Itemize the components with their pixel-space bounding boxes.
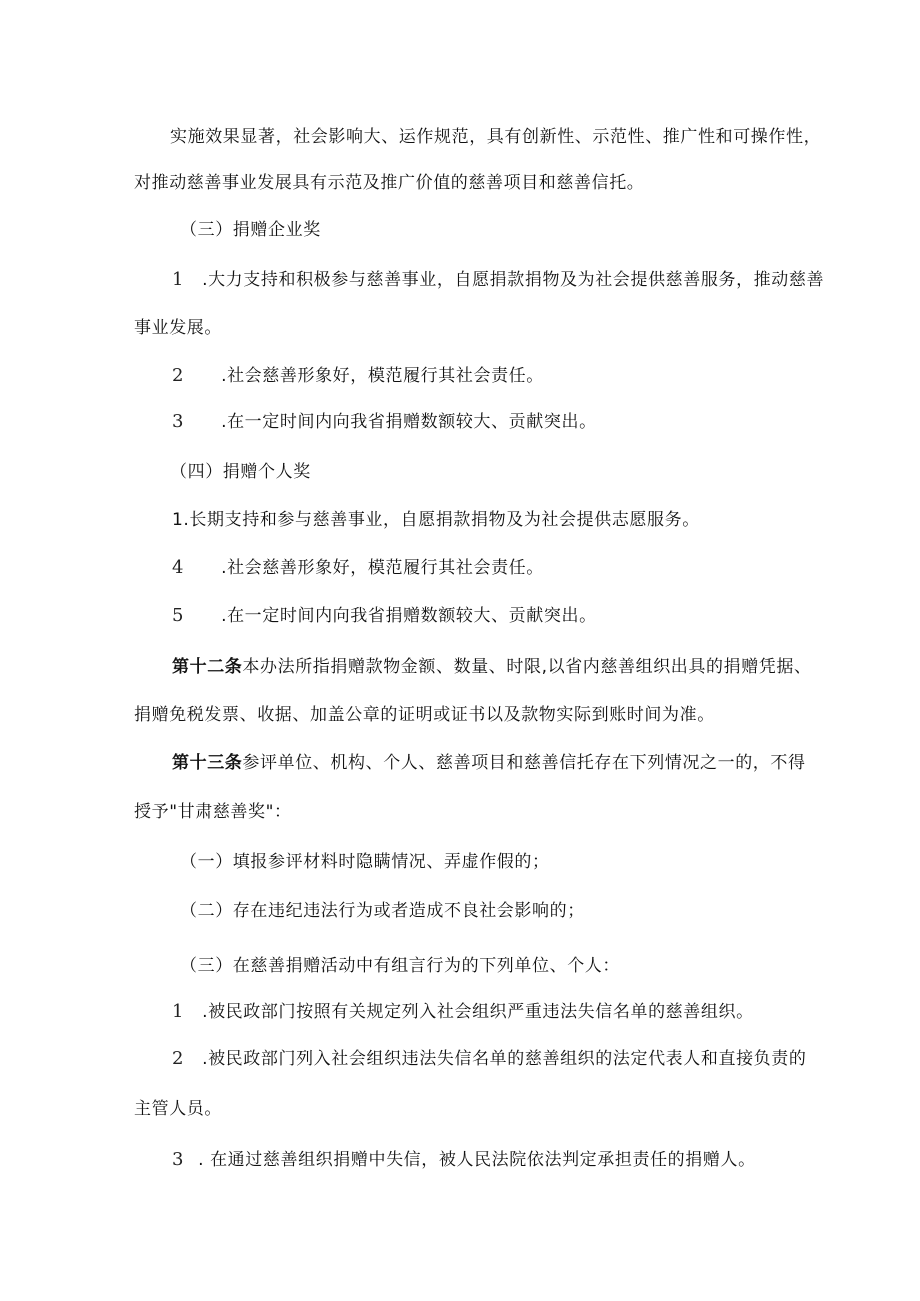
list-item xyxy=(172,1047,806,1071)
item-number: 3 xyxy=(172,1149,185,1170)
section-heading: （四）捐赠个人奖 xyxy=(170,462,311,482)
item-number: 3 xyxy=(172,411,185,432)
list-item xyxy=(172,556,544,580)
item-number: 1 xyxy=(172,1001,185,1022)
article-label: 第十二条 xyxy=(172,657,243,677)
article-text: 参评单位、机构、个人、慈善项目和慈善信托存在下列情况之一的，不得 xyxy=(242,753,806,773)
paragraph-line: 捐赠免税发票、收据、加盖公章的证明或证书以及款物实际到账时间为准。 xyxy=(134,705,715,725)
item-number: 5 xyxy=(172,605,185,626)
list-item: 1.长期支持和参与慈善事业，自愿捐款捐物及为社会提供志愿服务。 xyxy=(172,510,700,530)
clause: （二）存在违纪违法行为或者造成不良社会影响的； xyxy=(180,901,585,921)
item-text: .在一定时间内向我省捐赠数额较大、贡献突出。 xyxy=(221,606,597,626)
list-item xyxy=(172,604,597,628)
paragraph-line: 主管人员。 xyxy=(134,1099,222,1119)
list-item xyxy=(172,268,824,292)
item-number: 2 xyxy=(172,365,185,386)
item-text: .社会慈善形象好，模范履行其社会责任。 xyxy=(221,558,544,578)
article-12 xyxy=(172,655,812,679)
item-number: 4 xyxy=(172,557,185,578)
paragraph-line: 授予"甘肃慈善奖"： xyxy=(134,802,292,822)
article-text: 本办法所指捐赠款物金额、数量、时限,以省内慈善组织出具的捐赠凭据、 xyxy=(242,657,812,677)
item-number: 1 xyxy=(172,269,185,290)
paragraph-line: 实施效果显著，社会影响大、运作规范，具有创新性、示范性、推广性和可操作性， xyxy=(170,127,822,147)
item-text: .大力支持和积极参与慈善事业，自愿捐款捐物及为社会提供慈善服务，推动慈善 xyxy=(202,270,825,290)
item-text: . 在通过慈善组织捐赠中失信，被人民法院依法判定承担责任的捐赠人。 xyxy=(198,1150,756,1170)
article-13 xyxy=(172,751,806,775)
list-item xyxy=(172,410,597,434)
list-item xyxy=(172,1148,756,1172)
paragraph-line: 对推动慈善事业发展具有示范及推广价值的慈善项目和慈善信托。 xyxy=(134,173,645,193)
item-text: .被民政部门按照有关规定列入社会组织严重违法失信名单的慈善组织。 xyxy=(202,1002,754,1022)
paragraph-line: 事业发展。 xyxy=(134,318,222,338)
item-number: 2 xyxy=(172,1048,185,1069)
article-label: 第十三条 xyxy=(172,753,243,773)
item-text: .被民政部门列入社会组织违法失信名单的慈善组织的法定代表人和直接负责的 xyxy=(202,1049,807,1069)
item-text: .社会慈善形象好，模范履行其社会责任。 xyxy=(221,366,544,386)
clause: （三）在慈善捐赠活动中有组言行为的下列单位、个人： xyxy=(180,956,620,976)
clause: （一）填报参评材料时隐瞒情况、弄虚作假的； xyxy=(180,852,550,872)
list-item xyxy=(172,364,544,388)
list-item xyxy=(172,1000,754,1024)
section-heading: （三）捐赠企业奖 xyxy=(180,220,321,240)
item-text: .在一定时间内向我省捐赠数额较大、贡献突出。 xyxy=(221,412,597,432)
